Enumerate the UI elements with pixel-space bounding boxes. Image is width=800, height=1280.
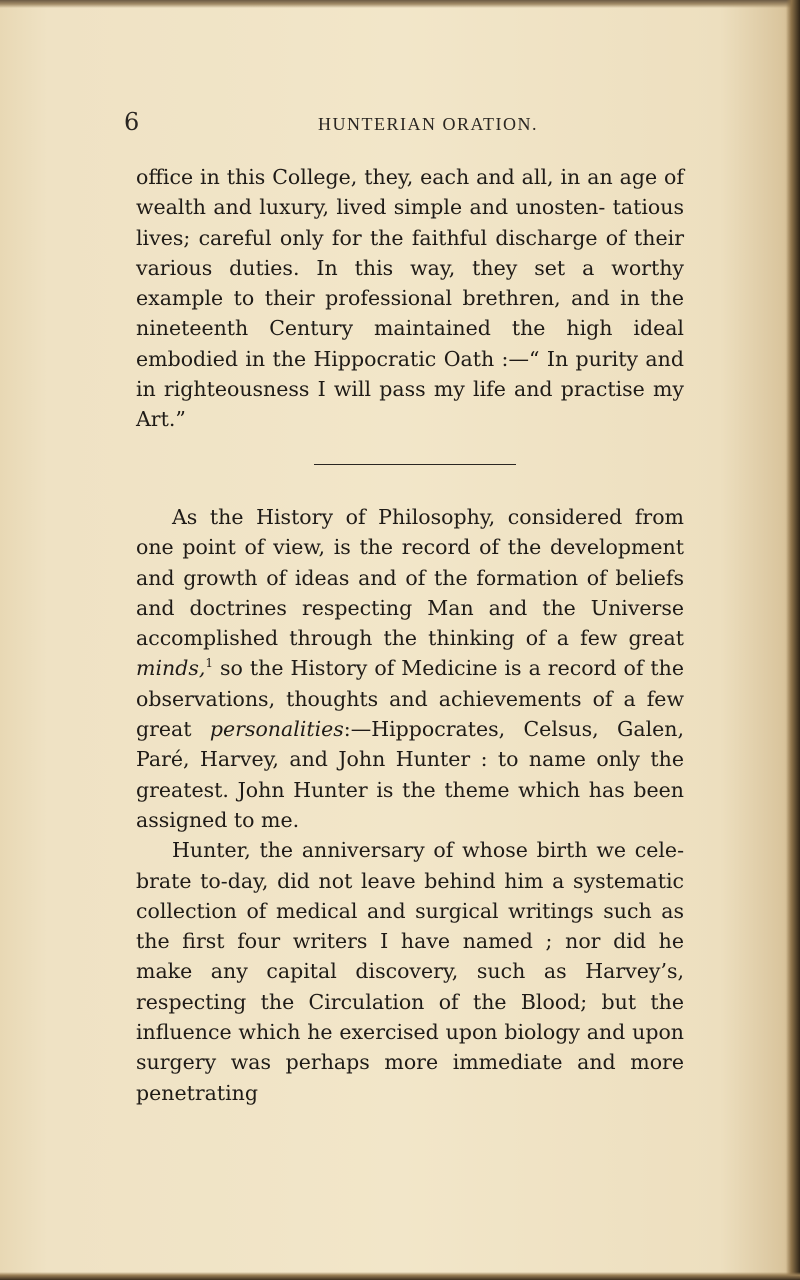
paragraph-2-text-b: so the History of Medicine is a record of the observations, thoughts and achievements of a few great <box>136 656 684 742</box>
body-block-2 <box>136 502 684 1108</box>
running-head: HUNTERIAN ORATION. <box>318 114 538 134</box>
page-binding-edge <box>786 0 800 1280</box>
paragraph-3: Hunter, the anniversary of whose birth we cele- brate to-day, did not leave behind him a systematic collection of medical and surgical writings such as the first four writers I have named ; nor did he make any capital discovery, such as Harvey’s, respecting the Circulation of the Blood; but the influence which he exercised upon biology and upon surgery was perhaps more immediate and more penetrating <box>136 838 684 1105</box>
page-header <box>0 108 800 148</box>
paragraph-1-text: office in this College, they, each and all, in an age of wealth and luxury, lived simple and unosten- tatious lives; careful only for the faithful discharge of their various duties. In this way, they set a worthy example to their professional brethren, and in the nineteenth Century maintained the high ideal embodied in the Hippocratic Oath :—“ In purity and in righteousness I will pass my life and practise my Art.” <box>136 165 684 432</box>
paragraph-2-text-a: As the History of Philosophy, considered from one point of view, is the record of the development and growth of ideas and of the formation of beliefs and doctrines respecting Man and the Universe accomplished through the thinking of a few great <box>136 505 684 651</box>
italic-minds: minds, <box>136 656 206 681</box>
page-bottom-edge <box>0 1272 800 1280</box>
paragraph-2 <box>136 502 684 835</box>
italic-personalities: personalities <box>209 717 344 742</box>
paragraph-1 <box>136 162 684 435</box>
paragraph-2-text-c: :—Hippocrates, Celsus, Galen, Paré, Harvey, and John Hunter : to name only the greatest. John Hunter is the theme which has been assigned to me. <box>136 717 685 832</box>
section-divider <box>314 464 516 465</box>
footnote-marker: 1 <box>205 656 213 671</box>
page-number: 6 <box>124 108 140 136</box>
page-top-edge <box>0 0 800 8</box>
